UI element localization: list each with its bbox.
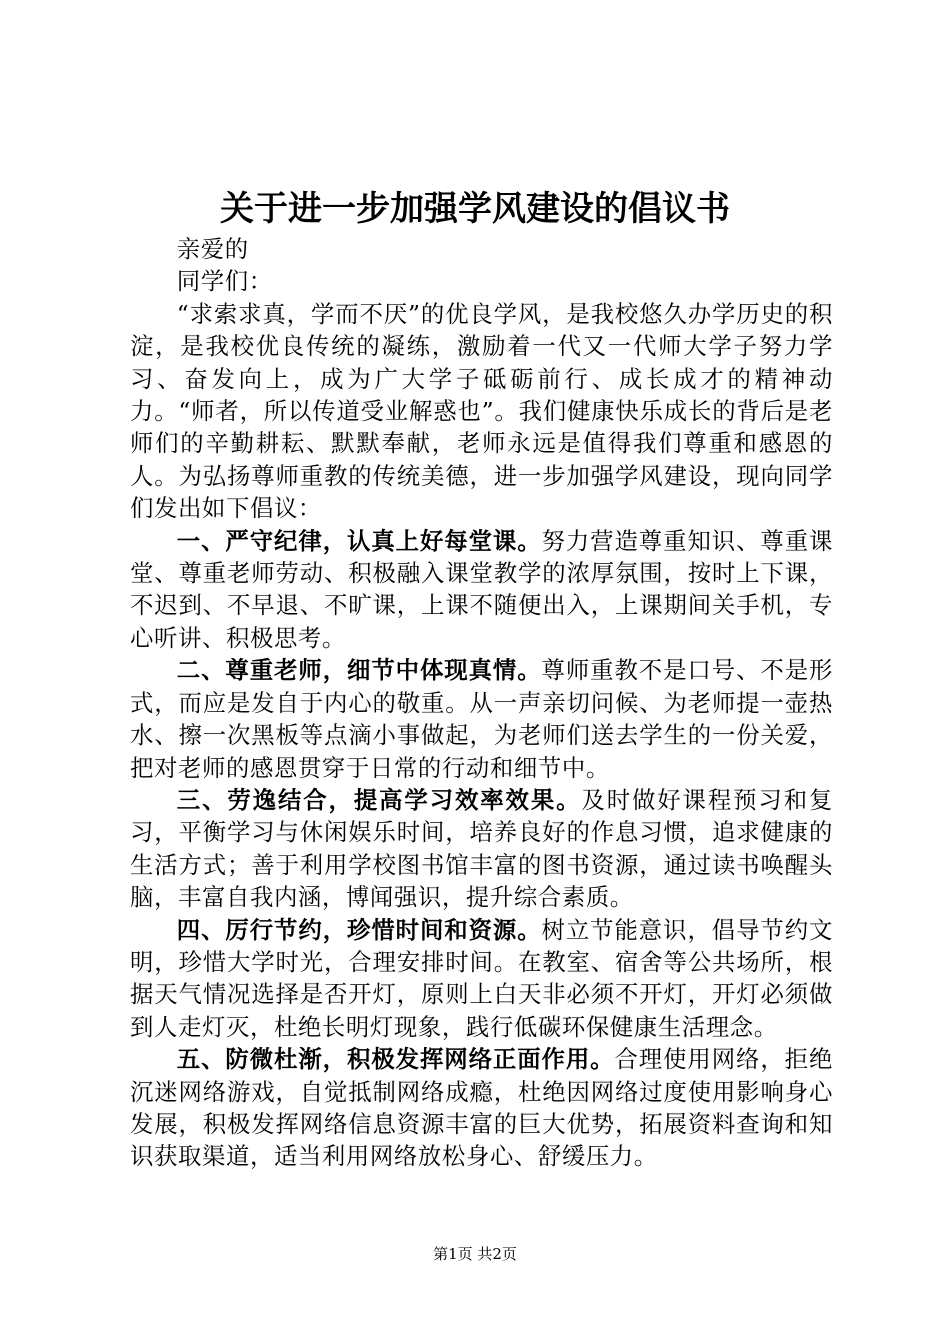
proposal-item-1 <box>130 525 833 655</box>
salutation-line-1: 亲爱的 <box>176 235 249 263</box>
proposal-item-5 <box>130 1043 833 1173</box>
intro-paragraph: “求索求真，学而不厌”的优良学风，是我校悠久办学历史的积淀，是我校优良传统的凝练，激励着一代又一代师大学子努力学习、奋发向上，成为广大学子砥砺前行、成长成才的精神动力。“师者，所以传道受业解惑也”。我们健康快乐成长的背后是老师们的辛勤耕耘、默默奉献，老师永远是值得我们尊重和感恩的人。为弘扬尊师重教的传统美德，进一步加强学风建设，现向同学们发出如下倡议： <box>130 299 833 523</box>
proposal-item-4 <box>130 914 833 1044</box>
proposal-heading-4: 四、厉行节约，珍惜时间和资源。 <box>176 915 542 944</box>
proposal-item-3 <box>130 784 833 914</box>
proposal-text-1: 努力营造尊重知识、尊重课堂、尊重老师劳动、积极融入课堂教学的浓厚氛围，按时上下课，不迟到、不早退、不旷课，上课不随便出入，上课期间关手机，专心听讲、积极思考。 <box>130 526 834 652</box>
proposal-item-2 <box>130 654 833 784</box>
proposal-text-4: 树立节能意识，倡导节约文明，珍惜大学时光，合理安排时间。在教室、宿舍等公共场所，根据天气情况选择是否开灯，原则上白天非必须不开灯，开灯必须做到人走灯灭，杜绝长明灯现象，践行低碳环保健康生活理念。 <box>130 915 834 1041</box>
proposal-text-2: 尊师重教不是口号、不是形式，而应是发自于内心的敬重。从一声亲切问候、为老师提一壶热水、擦一次黑板等点滴小事做起，为老师们送去学生的一份关爱，把对老师的感恩贯穿于日常的行动和细节中。 <box>130 656 834 782</box>
salutation-line-2: 同学们： <box>176 267 273 296</box>
proposal-text-3: 及时做好课程预习和复习，平衡学习与休闲娱乐时间，培养良好的作息习惯，追求健康的生活方式；善于利用学校图书馆丰富的图书资源，通过读书唤醒头脑，丰富自我内涵，博闻强识，提升综合素质。 <box>130 785 833 912</box>
document-body <box>130 233 833 1173</box>
proposal-heading-2: 二、尊重老师，细节中体现真情。 <box>176 656 542 685</box>
page-number-footer: 第1页 共2页 <box>433 1245 517 1263</box>
document-title: 关于进一步加强学风建设的倡议书 <box>220 189 730 229</box>
proposal-heading-1: 一、严守纪律，认真上好每堂课。 <box>176 526 542 555</box>
proposal-heading-5: 五、防微杜渐，积极发挥网络正面作用。 <box>176 1045 615 1074</box>
proposal-text-5: 合理使用网络，拒绝沉迷网络游戏，自觉抵制网络成瘾，杜绝因网络过度使用影响身心发展，积极发挥网络信息资源丰富的巨大优势，拓展资料查询和知识获取渠道，适当利用网络放松身心、舒缓压力。 <box>130 1045 833 1171</box>
proposal-heading-3: 三、劳逸结合，提高学习效率效果。 <box>176 785 582 814</box>
